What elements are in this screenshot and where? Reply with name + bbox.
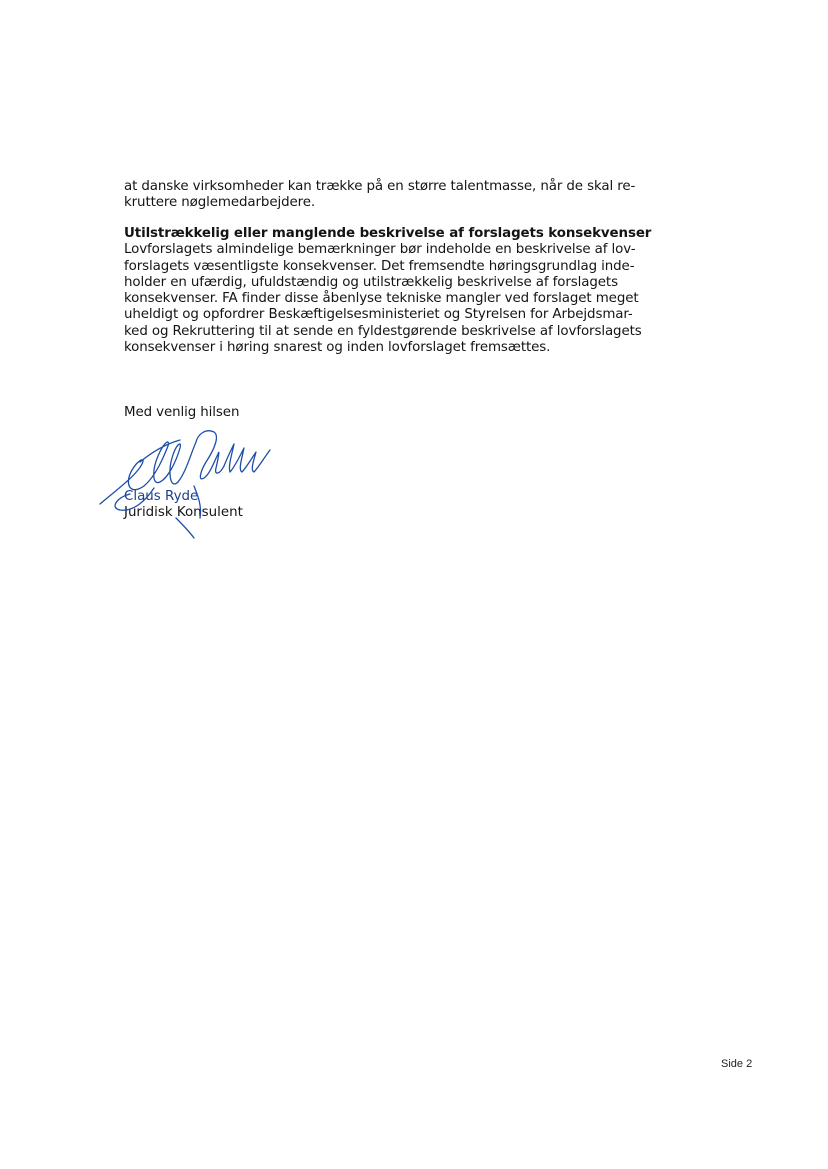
intro-line: at danske virksomheder kan trække på en større talentmasse, når de skal re- — [124, 179, 636, 194]
intro-line: kruttere nøglemedarbejdere. — [124, 195, 316, 211]
section-line: konsekvenser i høring snarest og inden lovforslaget fremsættes. — [124, 340, 551, 356]
section-line: ked og Rekruttering til at sende en fyldestgørende beskrivelse af lovforslagets — [124, 323, 642, 339]
signatory-name: Claus Ryde — [124, 489, 199, 504]
section-line: konsekvenser. FA finder disse åbenlyse tekniske mangler ved forslaget meget — [124, 291, 639, 307]
greeting-text: Med venlig hilsen — [124, 405, 240, 420]
intro-paragraph — [124, 179, 684, 212]
page-number: Side 2 — [721, 1058, 753, 1070]
section-line: holder en ufærdig, ufuldstændig og utilstrækkelig beskrivelse af forslagets — [124, 274, 618, 290]
section-line: Lovforslagets almindelige bemærkninger bør indeholde en beskrivelse af lov- — [124, 242, 636, 258]
signatory-title: Juridisk Konsulent — [124, 505, 243, 520]
section-line: uheldigt og opfordrer Beskæftigelsesministeriet og Styrelsen for Arbejdsmar- — [124, 307, 633, 323]
section-line: forslagets væsentligste konsekvenser. Det fremsendte høringsgrundlag inde- — [124, 258, 635, 274]
section-heading: Utilstrækkelig eller manglende beskrivelse af forslagets konsekvenser — [124, 226, 652, 241]
closing-greeting — [124, 405, 684, 421]
handwritten-signature — [94, 426, 284, 544]
section-consequences — [124, 226, 684, 356]
